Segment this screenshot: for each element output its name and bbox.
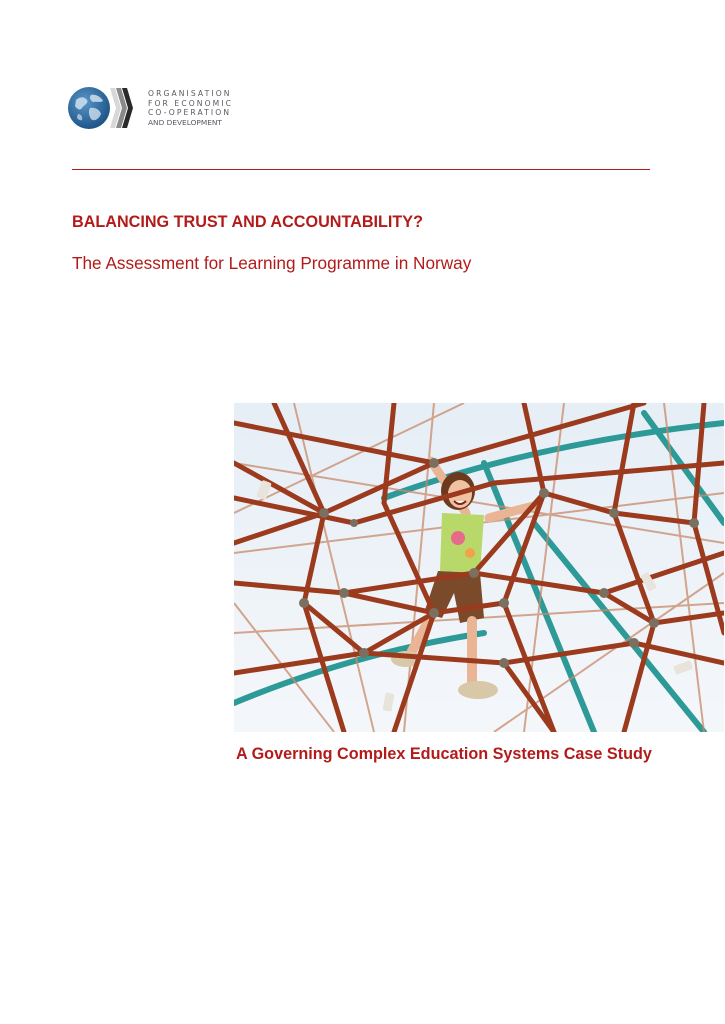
child-climbing-rope-net-photo [234, 403, 724, 732]
header-divider [72, 169, 650, 170]
globe-icon [67, 86, 111, 130]
oecd-logo [67, 84, 237, 134]
document-subtitle: The Assessment for Learning Programme in Norway [72, 253, 472, 273]
cover-photo [234, 403, 724, 732]
wordmark-line: CO-OPERATION [148, 108, 232, 118]
document-title: BALANCING TRUST AND ACCOUNTABILITY? [72, 213, 423, 231]
wordmark-line: FOR ECONOMIC [148, 98, 234, 108]
wordmark-line: ORGANISATION [148, 89, 232, 98]
wordmark-line: AND DEVELOPMENT [148, 117, 222, 127]
oecd-wordmark [148, 89, 233, 127]
oecd-chevrons-icon [109, 86, 133, 130]
series-caption: A Governing Complex Education Systems Case Study [236, 745, 652, 763]
